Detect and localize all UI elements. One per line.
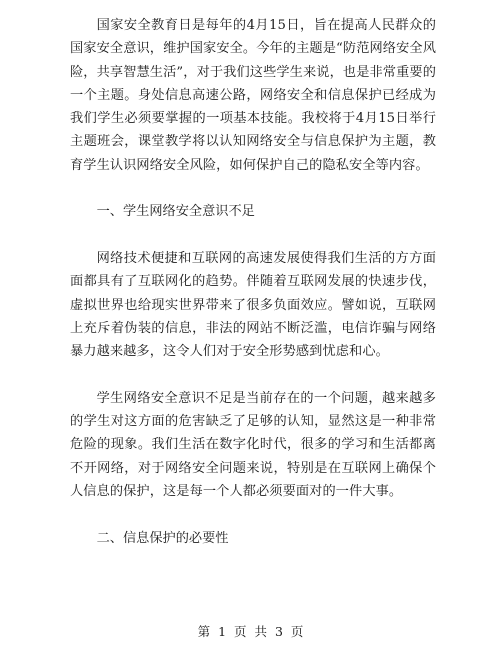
paragraph-gap (70, 363, 436, 386)
paragraph-gap (70, 224, 436, 247)
section-1-paragraph-1: 网络技术便捷和互联网的高速发展使得我们生活的方方面面都具有了互联网化的趋势。伴随着互联网发展的快速步伐，虚拟世界也给现实世界带来了很多负面效应。譬如说，互联网上充斥着伪装的信息，非法的网站不断泛滥，电信诈骗与网络暴力越来越多，这令人们对于安全形势感到忧虑和心。 (70, 250, 436, 360)
intro-paragraph: 国家安全教育日是每年的4月15日，旨在提高人民群众的国家安全意识，维护国家安全。今年的主题是“防范网络安全风险，共享智慧生活”，对于我们这些学生来说，也是非常重要的一个主题。身处信息高速公路，网络安全和信息保护已经成为我们学生必须要掌握的一项基本技能。我校将于4月15日举行主题班会，课堂教学将以认知网络安全与信息保护为主题，教育学生认识网络安全风险，如何保护自己的隐私安全等内容。 (70, 18, 436, 173)
section-heading-1: 一、学生网络安全意识不足 (96, 204, 255, 220)
page-number-footer: 第 1 页 共 3 页 (197, 624, 305, 639)
paragraph-gap (70, 503, 436, 526)
section-1-paragraph-2: 学生网络安全意识不足是当前存在的一个问题，越来越多的学生对这方面的危害缺乏了足够的认知，显然这是一种非常危险的现象。我们生活在数字化时代，很多的学习和生活都离不开网络，对于网络安全问题来说，特别是在互联网上确保个人信息的保护，这是每一个人都必须要面对的一件大事。 (70, 390, 436, 499)
section-heading-2: 二、信息保护的必要性 (96, 530, 229, 546)
document-body (70, 14, 436, 550)
paragraph-gap (70, 177, 436, 200)
